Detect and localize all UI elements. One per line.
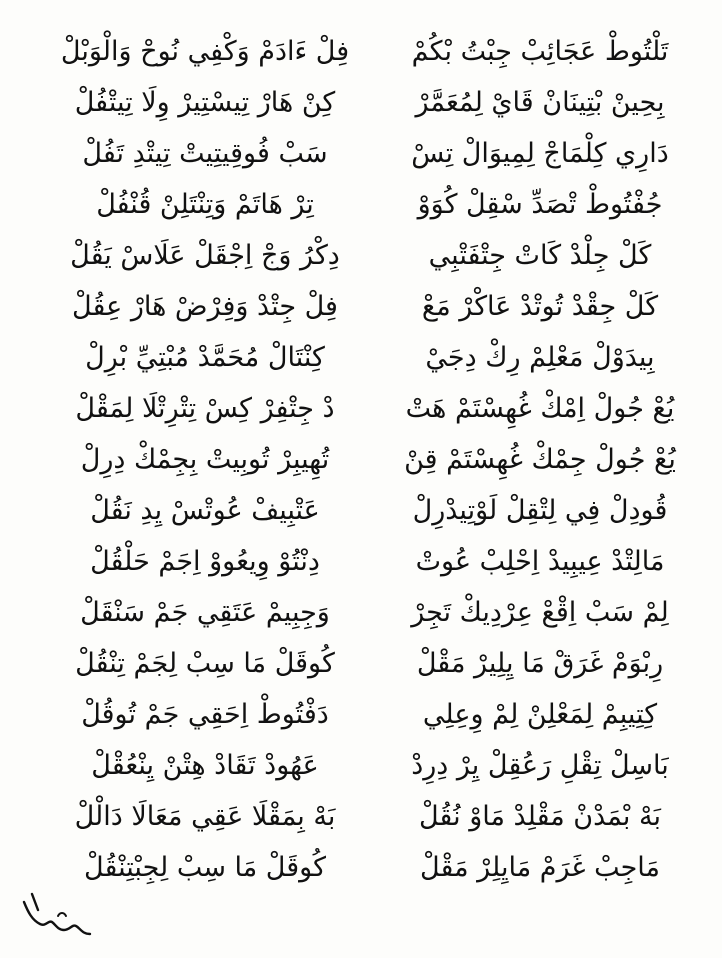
first-hemistich: جُفْتُوطْ تْصَدِّ سْقِلْ كُوَوْ xyxy=(417,189,663,220)
second-hemistich: دِكْرُ وَجْ اِجْقَلْ عَلَاسْ يَقُلْ xyxy=(70,240,340,271)
verse-line xyxy=(40,387,690,431)
verse-line xyxy=(40,183,690,227)
second-hemistich: فِلْ جِتْدْ وَفِرْضْ هَارْ عِقُلْ xyxy=(72,291,338,322)
verse-line xyxy=(40,285,690,329)
verse-line xyxy=(40,81,690,125)
second-hemistich: عَهُودْ تَقَادْ هِتْنْ يِنْعُقْلْ xyxy=(91,750,319,781)
verse-line xyxy=(40,795,690,839)
first-hemistich: بَاسِلْ تِقْلِ رَعُقِلْ يِرْ دِرِدْ xyxy=(411,750,669,781)
verse-line xyxy=(40,438,690,482)
first-hemistich: لِمْ سَبْ اِقْعْ عِرْدِيكْ تَجِرْ xyxy=(411,597,669,628)
verse-line xyxy=(40,336,690,380)
first-hemistich: كِتِيبِمْ لِمَعْلِنْ لِمْ وِعِلِي xyxy=(422,699,658,730)
poem xyxy=(40,30,690,890)
first-hemistich: بَهْ بْمَدْنْ مَقْلِدْ مَاوْ نُقُلْ xyxy=(418,801,662,832)
verse-line xyxy=(40,132,690,176)
second-hemistich: كُوقَلْ مَا سِبْ لِجِبْتِنْقُلْ xyxy=(84,852,326,883)
second-hemistich: كُوقَلْ مَا سِبْ لِجَمْ تِنْقُلْ xyxy=(75,648,335,679)
second-hemistich: كِنْتَالْ مُحَمَّدْ مُبْتِيِّ بْرِلْ xyxy=(85,342,325,373)
verse-line xyxy=(40,846,690,890)
first-hemistich: مَالِتْدْ عِيبِيدْ اِحْلِبْ عُوتْ xyxy=(415,546,665,577)
signature-mark xyxy=(18,880,98,940)
first-hemistich: بِيدَوْلْ مَعْلِمْ رِكْ دِجَيْ xyxy=(425,342,655,373)
first-hemistich: رِبْوَمْ غَرَقْ مَا يِلِيرْ مَقْلْ xyxy=(416,648,664,679)
second-hemistich: دِنْتُوْ وِيعُووْ اِجَمْ حَلْقُلْ xyxy=(90,546,320,577)
first-hemistich: بِحِينْ بْتِينَانْ قَايْ لِمُعَمَّرْ xyxy=(415,87,665,118)
first-hemistich: دَارِي كِلْمَاجْ لِمِيوَالْ تِسْ xyxy=(411,138,669,169)
second-hemistich: سَبْ فُوقِيتِيتْ تِيتْدِ تَفُلْ xyxy=(82,138,328,169)
second-hemistich: بَهْ بِمَقْلَا عَقِي مَعَالَا دَالْلْ xyxy=(74,801,336,832)
second-hemistich: كِنْ هَارْ تِيسْتِيرْ وِلَا تِيتْفُلْ xyxy=(74,87,336,118)
verse-line xyxy=(40,693,690,737)
first-hemistich: قُودِلْ فِي لِتْقِلْ لَوْتِيدْرِلْ xyxy=(412,495,668,526)
second-hemistich: عَتْبِيفْ عُوتْسْ يِدِ نَقُلْ xyxy=(90,495,320,526)
verse-line xyxy=(40,591,690,635)
first-hemistich: تَلْتُوطْ عَجَائِبْ جِبْتُ بْكُمْ xyxy=(411,36,669,67)
verse-line xyxy=(40,744,690,788)
verse-line xyxy=(40,234,690,278)
first-hemistich: مَاجِبْ غَرَمْ مَايِلِرْ مَقْلْ xyxy=(420,852,660,883)
verse-line xyxy=(40,642,690,686)
first-hemistich: يُعْ جُولْ جِمْكْ غُهِسْتَمْ قِنْ xyxy=(404,444,676,475)
second-hemistich: دْ جِتْفِرْ كِسْ تِتْرِتْلَا لِمَقْلْ xyxy=(75,393,335,424)
second-hemistich: دَفْتُوطْ اِحَقِي جَمْ تُوقُلْ xyxy=(81,699,329,730)
verse-line xyxy=(40,540,690,584)
verse-line xyxy=(40,30,690,74)
first-hemistich: كَلْ جِقْدْ تُوتْدْ عَاكْرْ مَعْ xyxy=(421,291,659,322)
second-hemistich: فِلْ ءَادَمْ وَكْفِي نُوحْ وَالْوَبْلْ xyxy=(60,36,350,67)
verse-line xyxy=(40,489,690,533)
second-hemistich: تِرْ هَاتَمْ وَتِنْتَلِنْ قُنْفُلْ xyxy=(96,189,314,220)
first-hemistich: يُعْ جُولْ اِمْكْ غُهِسْتَمْ هَتْ xyxy=(405,393,675,424)
second-hemistich: تُهِيبِرْ تُوبِيتْ بِجِمْكْ دِرِلْ xyxy=(80,444,330,475)
first-hemistich: كَلْ جِلْدْ كَاتْ جِتْفَتْبِي xyxy=(428,240,652,271)
second-hemistich: وَجِبِيمْ عَتَقِي جَمْ سَنْقَلْ xyxy=(80,597,330,628)
